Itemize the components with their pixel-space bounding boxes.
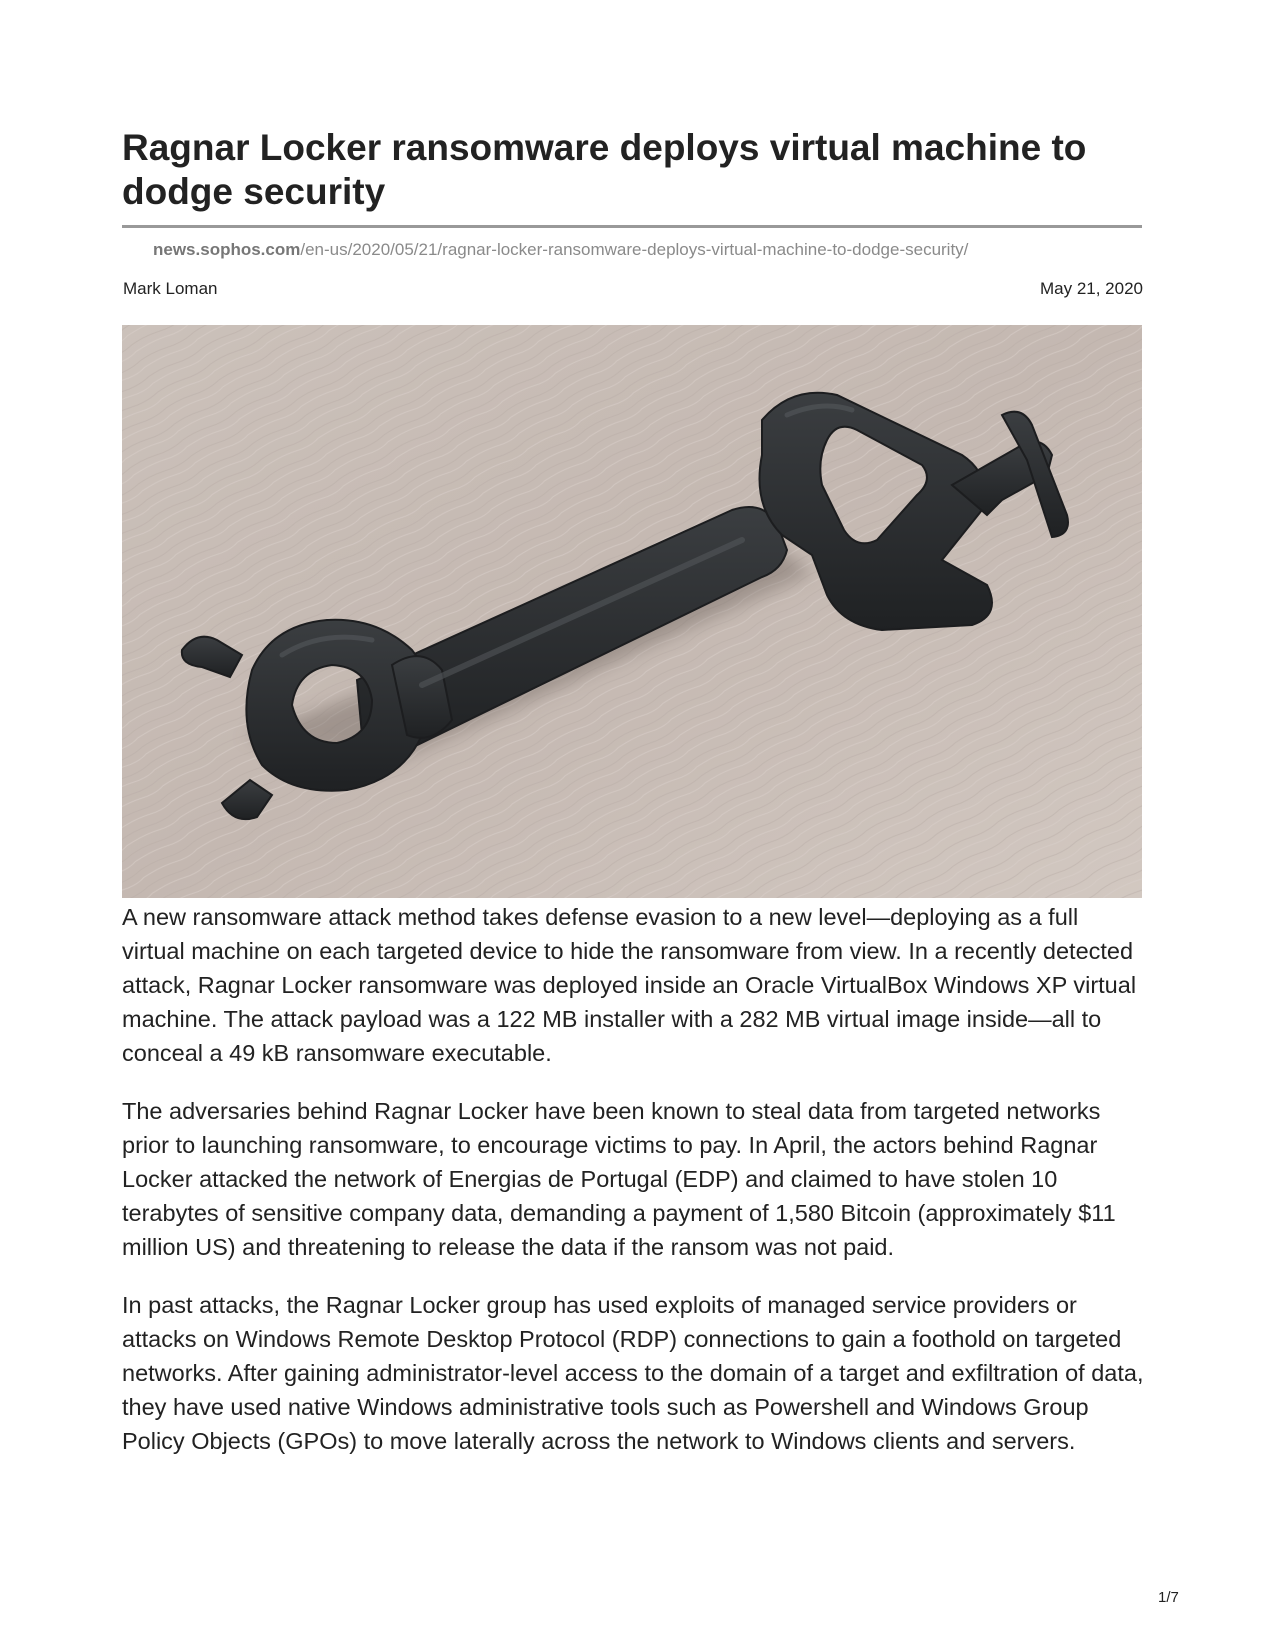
hero-image-antique-key (122, 325, 1142, 898)
source-url[interactable] (153, 239, 1143, 261)
page-number: 1/7 (1158, 1589, 1179, 1606)
author-name: Mark Loman (123, 279, 218, 298)
paragraph-2: The adversaries behind Ragnar Locker have been known to steal data from targeted networks prior to launching ransomware, to encourage victims to pay. In April, the actors behind Ragnar Locker attacked the network of Energias de Portugal (EDP) and claimed to have stolen 10 terabytes of sensitive company data, demanding a payment of 1,580 Bitcoin (approximately $11 million US) and threatening to release the data if the ransom was not paid. (122, 1098, 1116, 1260)
byline (123, 278, 1143, 300)
paragraph-1: A new ransomware attack method takes defense evasion to a new level—deploying as a full virtual machine on each targeted device to hide the ransomware from view. In a recently detected attack, Ragnar Locker ransomware was deployed inside an Oracle VirtualBox Windows XP virtual machine. The attack payload was a 122 MB installer with a 282 MB virtual image inside—all to conceal a 49 kB ransomware executable. (122, 904, 1137, 1066)
antique-key-photo (122, 325, 1142, 898)
article-body (122, 900, 1147, 1482)
article-title: Ragnar Locker ransomware deploys virtual machine to dodge security (122, 127, 1087, 212)
source-domain[interactable]: news.sophos.com (153, 240, 301, 259)
paragraph-3: In past attacks, the Ragnar Locker group has used exploits of managed service providers or attacks on Windows Remote Desktop Protocol (RDP) connections to gain a foothold on targeted networks. After gaining administrator-level access to the domain of a target and exfiltration of data, they have used native Windows administrative tools such as Powershell and Windows Group Policy Objects (GPOs) to move laterally across the network to Windows clients and servers. (122, 1292, 1144, 1454)
source-path[interactable]: /en-us/2020/05/21/ragnar-locker-ransomware-deploys-virtual-machine-to-dodge-security/ (300, 240, 969, 259)
title-divider (122, 225, 1142, 228)
publish-date: May 21, 2020 (1039, 279, 1143, 298)
